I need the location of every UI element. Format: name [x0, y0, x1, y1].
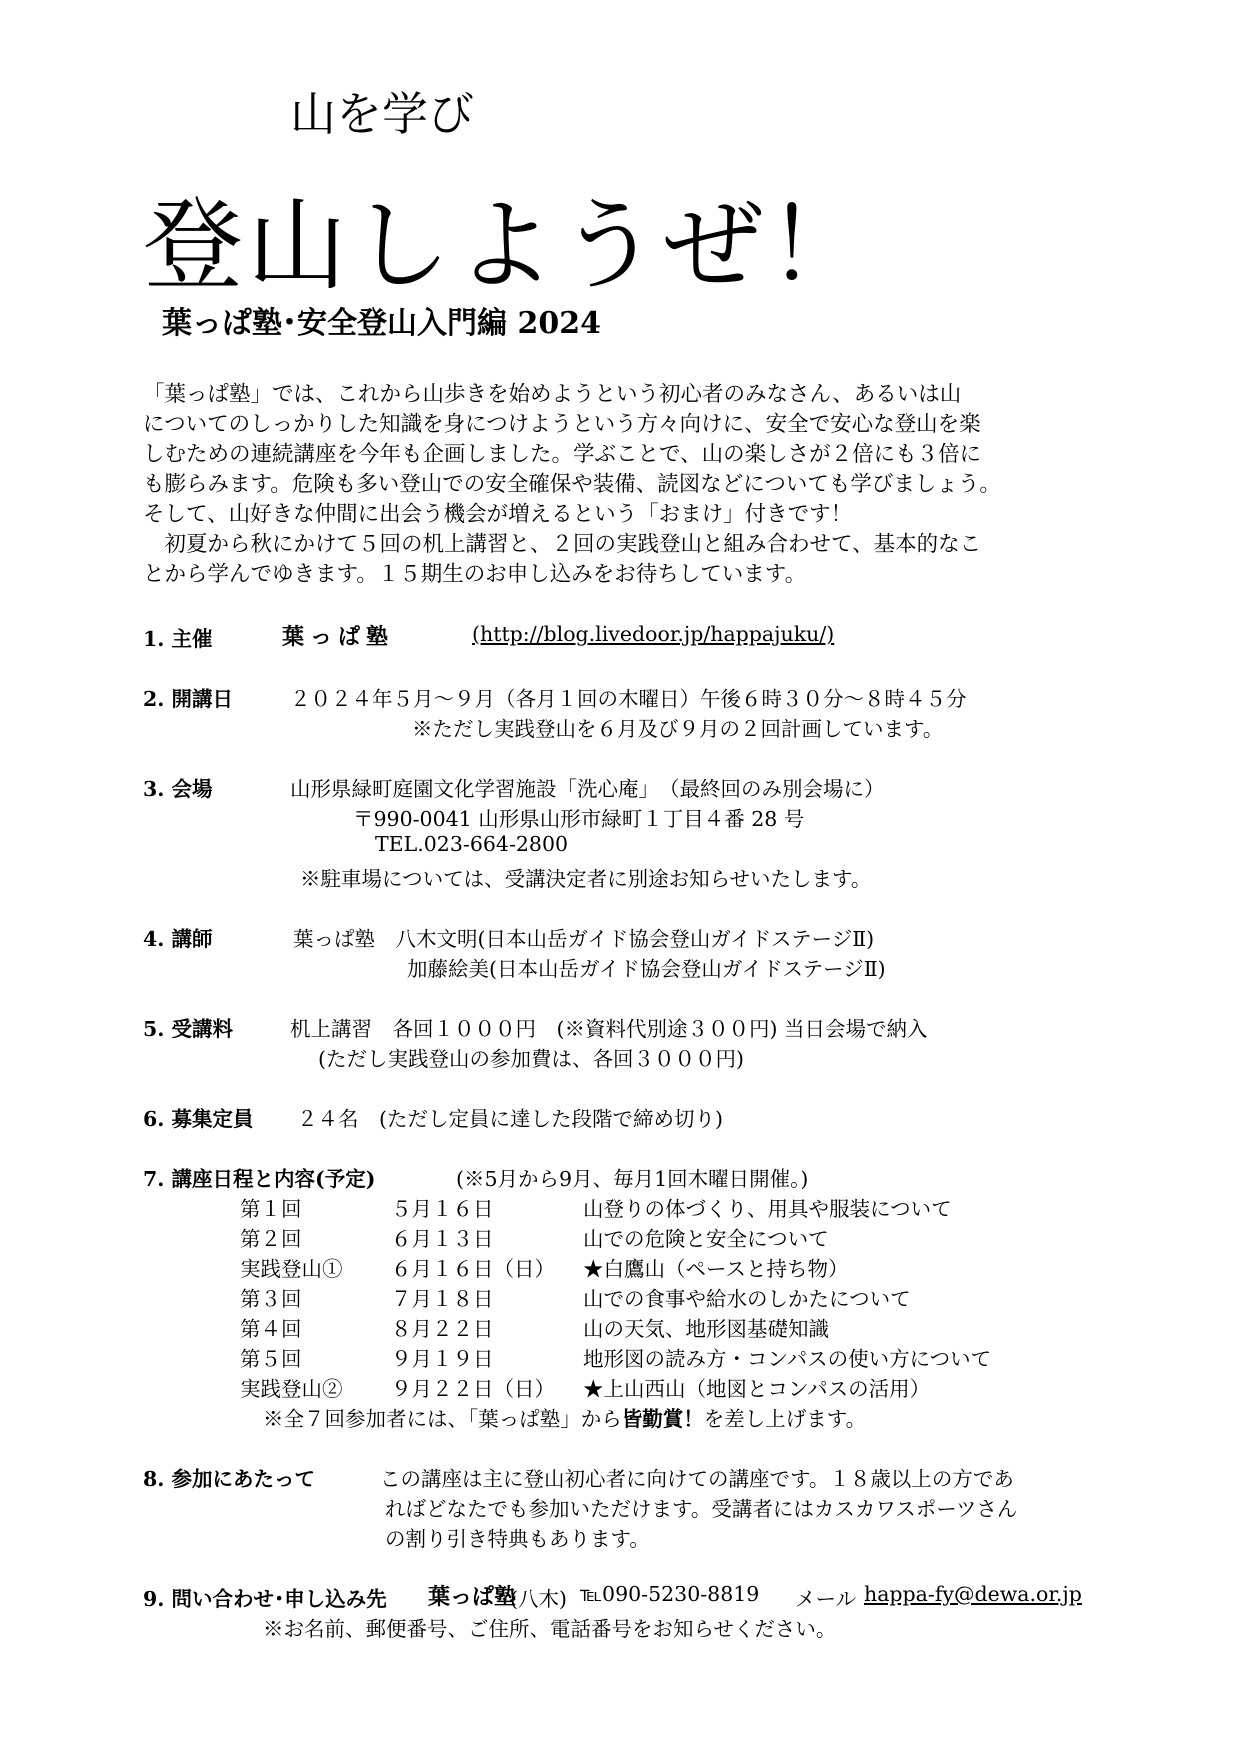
schedule-session: 第５回 — [240, 1347, 302, 1371]
page-title: 登山しようぜ！ — [143, 187, 871, 304]
schedule-date: ９月２２日（日） — [391, 1377, 555, 1401]
section-9-label: 9. 問い合わせ･申し込み先 — [143, 1587, 387, 1611]
schedule-session: 第２回 — [240, 1227, 302, 1251]
fee-line: 机上講習 各回１０００円 (※資料代別途３００円) 当日会場で納入 — [290, 1017, 928, 1041]
schedule-session: 実践登山② — [240, 1377, 343, 1401]
schedule-session: 実践登山① — [240, 1257, 343, 1281]
venue-name: 山形県緑町庭園文化学習施設「洗心庵」 （最終回のみ別会場に） — [290, 777, 885, 801]
schedule-date: ７月１８日 — [391, 1287, 494, 1311]
schedule-session: 第１回 — [240, 1197, 302, 1221]
section-6-label: 6. 募集定員 — [143, 1107, 254, 1131]
schedule-session: 第４回 — [240, 1317, 302, 1341]
intro-paragraph — [143, 380, 1001, 590]
mail-label: メール — [795, 1587, 857, 1611]
venue-tel: TEL.023-664-2800 — [375, 832, 569, 856]
instructor-1: 葉っぱ塾 八木文明(日本山岳ガイド協会登山ガイドステージⅡ) — [293, 927, 875, 951]
contact-note: ※お名前、郵便番号、ご住所、電話番号をお知らせください。 — [263, 1617, 837, 1641]
award-name: 皆勤賞！ — [621, 1407, 704, 1431]
contact-email-link[interactable]: happa-fy@dewa.or.jp — [864, 1582, 1082, 1606]
intro-line: についてのしっかりした知識を身につけようという方々向けに、安全で安心な登山を楽 — [143, 412, 981, 437]
schedule-date: ６月１６日（日） — [391, 1257, 555, 1281]
section-4-label: 4. 講師 — [143, 927, 213, 951]
subtitle: 葉っぱ塾･安全登山入門編 2024 — [162, 306, 601, 341]
intro-line: 初夏から秋にかけて５回の机上講習と、２回の実践登山と組み合わせて、基本的なこ — [143, 532, 982, 557]
schedule-content: 山での食事や給水のしかたについて — [583, 1287, 911, 1311]
contact-tel: ℡090-5230-8819 — [580, 1582, 760, 1606]
venue-address: 〒990-0041 山形県山形市緑町１丁目４番 28 号 — [353, 807, 805, 831]
title-small: 山を学び — [290, 87, 474, 141]
schedule-note: (※5月から9月、毎月1回木曜日開催。) — [456, 1167, 809, 1191]
intro-line: 「葉っぱ塾」では、これから山歩きを始めようという初心者のみなさん、あるいは山 — [143, 382, 962, 407]
section-3-label: 3. 会場 — [143, 777, 213, 801]
participation-line: この講座は主に登山初心者に向けての講座です。１８歳以上の方であ — [380, 1467, 1014, 1491]
schedule-date: ５月１６日 — [391, 1197, 494, 1221]
schedule-session: 第３回 — [240, 1287, 302, 1311]
intro-line: も膨らみます。危険も多い登山での安全確保や装備、読図などについても学びましょう。 — [143, 472, 1001, 497]
section-1-label: 1. 主催 — [143, 627, 213, 651]
section-2-label: 2. 開講日 — [143, 687, 234, 711]
intro-line: しむための連続講座を今年も企画しました。学ぶことで、山の楽しさが２倍にも３倍に — [143, 442, 982, 467]
fee-note: (ただし実践登山の参加費は、各回３０００円) — [318, 1047, 744, 1071]
instructor-2: 加藤絵美(日本山岳ガイド協会登山ガイドステージⅡ) — [407, 957, 886, 981]
section-7-label: 7. 講座日程と内容(予定) — [143, 1167, 376, 1191]
intro-line: とから学んでゆきます。１５期生のお申し込みをお待ちしています。 — [143, 562, 807, 587]
schedule-content: 山での危険と安全について — [583, 1227, 829, 1251]
award-note-post: を差し上げます。 — [703, 1407, 867, 1431]
schedule-content: 地形図の読み方・コンパスの使い方について — [583, 1347, 992, 1371]
schedule-note: ※ただし実践登山を６月及び９月の２回計画しています。 — [412, 717, 944, 741]
intro-line: そして、山好きな仲間に出会う機会が増えるという「おまけ」付きです！ — [143, 502, 853, 527]
host-name: 葉っぱ塾 — [282, 624, 395, 650]
schedule-content: ★上山西山（地図とコンパスの活用） — [583, 1377, 931, 1401]
award-note-pre: ※全７回参加者には、「葉っぱ塾」から — [263, 1407, 622, 1431]
schedule-content: ★白鷹山（ペースと持ち物） — [583, 1257, 849, 1281]
contact-name: (八木) — [510, 1587, 567, 1611]
participation-line: ればどなたでも参加いただけます。受講者にはカスカワスポーツさん — [385, 1497, 1018, 1521]
parking-note: ※駐車場については、受講決定者に別途お知らせいたします。 — [300, 867, 872, 891]
schedule-date: ６月１３日 — [391, 1227, 494, 1251]
section-8-label: 8. 参加にあたって — [143, 1467, 316, 1491]
schedule-date: ８月２２日 — [391, 1317, 494, 1341]
participation-line: の割り引き特典もあります。 — [385, 1527, 650, 1551]
capacity-text: ２４名 (ただし定員に達した段階で締め切り) — [297, 1107, 723, 1131]
schedule-content: 山の天気、地形図基礎知識 — [583, 1317, 829, 1341]
contact-org: 葉っぱ塾 — [428, 1584, 517, 1610]
host-url-link[interactable]: (http://blog.livedoor.jp/happajuku/) — [472, 622, 835, 646]
section-5-label: 5. 受講料 — [143, 1017, 234, 1041]
schedule-period: ２０２４年５月～９月（各月１回の木曜日）午後６時３０分～８時４５分 — [290, 687, 967, 711]
award-note — [263, 1402, 866, 1432]
schedule-content: 山登りの体づくり、用具や服装について — [583, 1197, 952, 1221]
schedule-date: ９月１９日 — [391, 1347, 494, 1371]
